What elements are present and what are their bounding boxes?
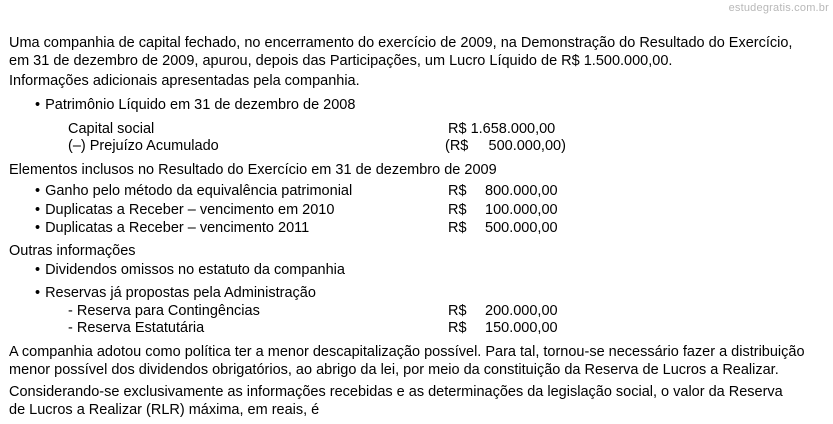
other-bullet: • Dividendos omissos no estatuto da companhia <box>35 262 345 279</box>
elements-item-currency: R$ <box>448 220 467 236</box>
other-bullet: • Reservas já propostas pela Administração <box>35 285 316 302</box>
paragraph1-line1: Uma companhia de capital fechado, no encerramento do exercício de 2009, na Demonstração do Resultado do Exercício, <box>9 35 793 51</box>
reserve-amount: 150.000,00 <box>485 320 558 336</box>
paragraph1-line2: em 31 de dezembro de 2009, apurou, depois das Participações, um Lucro Líquido de R$ 1.500.000,00. <box>9 53 673 69</box>
paragraph3-line2: de Lucros a Realizar (RLR) máxima, em reais, é <box>9 402 320 418</box>
pl-item-label: Capital social <box>68 121 155 137</box>
reserve-label: - Reserva Estatutária <box>68 320 205 336</box>
elements-item-label: • Ganho pelo método da equivalência patrimonial <box>35 183 352 200</box>
other-heading: Outras informações <box>9 243 136 259</box>
paragraph2-line1: A companhia adotou como política ter a menor descapitalização possível. Para tal, tornou-se necessário fazer a distribuição <box>9 344 805 360</box>
reserve-currency: R$ <box>448 303 467 319</box>
elements-item-currency: R$ <box>448 202 467 218</box>
reserve-currency: R$ <box>448 320 467 336</box>
elements-item-amount: 100.000,00 <box>485 202 558 218</box>
pl-item-amount: R$ 1.658.000,00 <box>448 121 556 137</box>
watermark: estudegratis.com.br <box>728 2 829 14</box>
paragraph2-line2: menor possível dos dividendos obrigatórios, ao abrigo da lei, por meio da constituição da Reserva de Lucros a Realizar. <box>9 362 779 378</box>
pl-heading: • Patrimônio Líquido em 31 de dezembro de 2008 <box>35 97 355 114</box>
reserve-amount: 200.000,00 <box>485 303 558 319</box>
paragraph3-line1: Considerando-se exclusivamente as informações recebidas e as determinações da legislação social, o valor da Reserva <box>9 384 783 400</box>
pl-item-label: (–) Prejuízo Acumulado <box>68 138 219 154</box>
pl-item-amount: (R$ 500.000,00) <box>445 138 566 154</box>
elements-item-label: • Duplicatas a Receber – vencimento em 2010 <box>35 202 334 219</box>
elements-item-label: • Duplicatas a Receber – vencimento 2011 <box>35 220 309 237</box>
info-intro: Informações adicionais apresentadas pela companhia. <box>9 73 360 89</box>
elements-item-amount: 800.000,00 <box>485 183 558 199</box>
reserve-label: - Reserva para Contingências <box>68 303 260 319</box>
elements-item-currency: R$ <box>448 183 467 199</box>
elements-heading: Elementos inclusos no Resultado do Exercício em 31 de dezembro de 2009 <box>9 162 497 178</box>
elements-item-amount: 500.000,00 <box>485 220 558 236</box>
